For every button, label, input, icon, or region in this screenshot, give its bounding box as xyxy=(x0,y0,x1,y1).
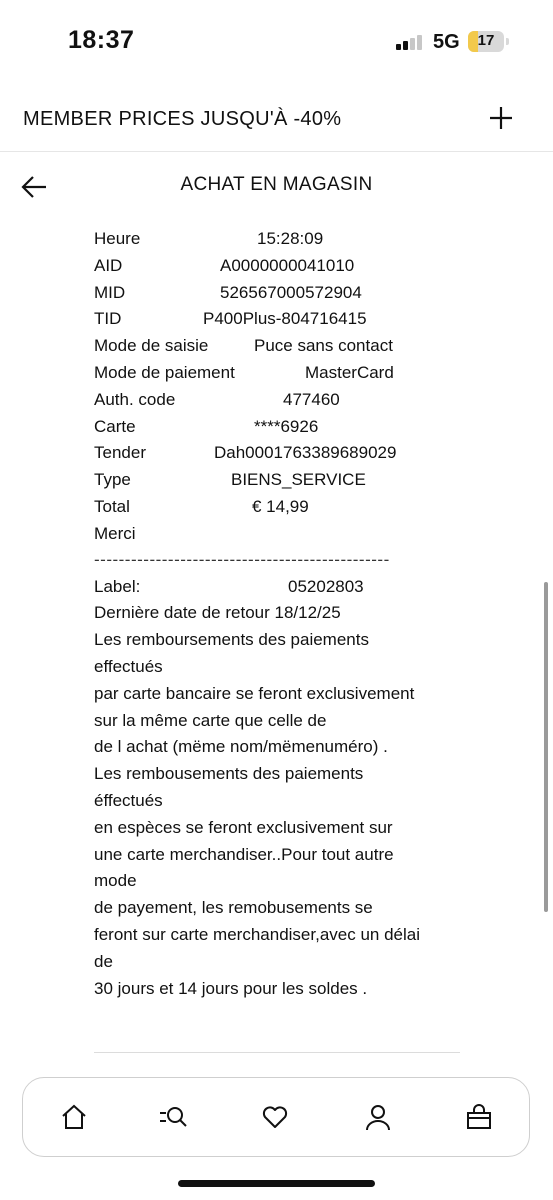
policy-line: en espèces se feront exclusivement sur xyxy=(94,817,393,837)
field-label: Mode de paiement xyxy=(94,362,235,382)
policy-line: Dernière date de retour 18/12/25 xyxy=(94,603,341,623)
cellular-signal-icon xyxy=(396,36,426,50)
receipt-row xyxy=(94,335,474,362)
receipt-row xyxy=(94,255,474,282)
field-label: AID xyxy=(94,255,123,275)
profile-icon[interactable] xyxy=(364,1103,392,1131)
field-label: Label: xyxy=(94,576,141,596)
promo-text: MEMBER PRICES JUSQU'À -40% xyxy=(23,108,342,130)
field-label: Tender xyxy=(94,443,146,463)
field-value: P400Plus-804716415 xyxy=(203,309,367,329)
heart-icon[interactable] xyxy=(261,1103,289,1131)
field-value: 477460 xyxy=(283,389,340,409)
receipt-row xyxy=(94,469,474,496)
scrollbar[interactable] xyxy=(544,582,548,912)
receipt-row xyxy=(94,282,474,309)
status-bar xyxy=(0,0,553,80)
field-value: BIENS_SERVICE xyxy=(231,470,366,490)
receipt-row xyxy=(94,442,474,469)
receipt-separator: ------------------------------------------------ xyxy=(94,549,390,569)
field-label: Mode de saisie xyxy=(94,336,209,356)
policy-line: Les remboursements des paiements xyxy=(94,630,369,650)
field-value: A0000000041010 xyxy=(220,255,355,275)
receipt-row xyxy=(94,496,474,523)
policy-line: de payement, les remobusements se xyxy=(94,898,373,918)
field-value: € 14,99 xyxy=(252,496,309,516)
search-list-icon[interactable] xyxy=(159,1103,187,1131)
receipt-row xyxy=(94,308,474,335)
policy-line: effectués xyxy=(94,656,163,676)
clock: 18:37 xyxy=(68,26,135,54)
policy-line: éffectués xyxy=(94,790,163,810)
policy-line: de l achat (mëme nom/mëmenuméro) . xyxy=(94,737,388,757)
shopping-bag-icon[interactable] xyxy=(465,1103,493,1131)
field-label: TID xyxy=(94,309,122,329)
network-type: 5G xyxy=(433,31,460,53)
policy-line: 30 jours et 14 jours pour les soldes . xyxy=(94,978,368,998)
home-indicator xyxy=(178,1180,375,1187)
policy-line: par carte bancaire se feront exclusivement xyxy=(94,683,415,703)
field-label: Total xyxy=(94,496,130,516)
return-policy xyxy=(94,602,474,1004)
field-value: 05202803 xyxy=(288,576,364,596)
bottom-nav xyxy=(22,1077,530,1157)
field-label: Carte xyxy=(94,416,136,436)
policy-line: une carte merchandiser..Pour tout autre xyxy=(94,844,394,864)
battery-level: 17 xyxy=(477,32,495,49)
receipt-row xyxy=(94,362,474,389)
battery-tip xyxy=(506,38,509,45)
field-label: Auth. code xyxy=(94,389,176,409)
home-icon[interactable] xyxy=(60,1103,88,1131)
promo-banner[interactable] xyxy=(0,90,553,152)
receipt xyxy=(94,228,474,1004)
field-value: 15:28:09 xyxy=(257,229,324,248)
field-label: Type xyxy=(94,470,131,490)
policy-line: sur la même carte que celle de xyxy=(94,710,327,730)
plus-icon[interactable] xyxy=(488,105,514,131)
field-value: Dah0001763389689029 xyxy=(214,443,397,463)
content-divider xyxy=(94,1052,460,1053)
battery-icon xyxy=(468,31,504,52)
field-value: MasterCard xyxy=(305,362,394,382)
receipt-row xyxy=(94,228,474,255)
field-value: 526567000572904 xyxy=(220,282,362,302)
thanks-text: Merci xyxy=(94,523,136,543)
field-label: Heure xyxy=(94,229,141,248)
receipt-row xyxy=(94,576,474,603)
page-title: ACHAT EN MAGASIN xyxy=(180,174,373,195)
receipt-row xyxy=(94,389,474,416)
field-value: ****6926 xyxy=(254,416,319,436)
field-label: MID xyxy=(94,282,126,302)
policy-line: feront sur carte merchandiser,avec un délai xyxy=(94,924,421,944)
policy-line: mode xyxy=(94,871,137,891)
policy-line: Les rembousements des paiements xyxy=(94,764,364,784)
receipt-thanks xyxy=(94,523,474,550)
receipt-row xyxy=(94,416,474,443)
field-value: Puce sans contact xyxy=(254,336,393,356)
policy-line: de xyxy=(94,951,113,971)
